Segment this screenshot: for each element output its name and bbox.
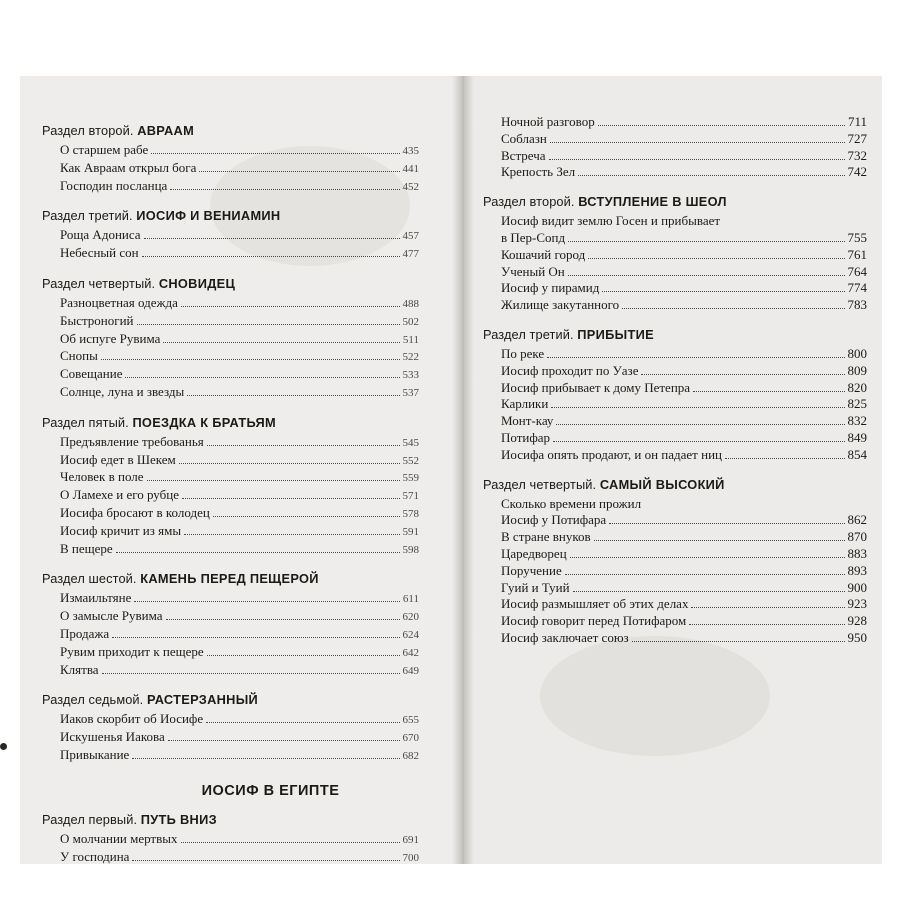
entry-title: Кошачий город: [501, 246, 586, 262]
toc-entry: [42, 831, 419, 849]
page-number: 809: [847, 362, 867, 378]
dot-leader: [551, 407, 844, 408]
page-number: 620: [402, 611, 419, 624]
page-number: 488: [402, 297, 419, 310]
section-title: ПОЕЗДКА К БРАТЬЯМ: [132, 414, 276, 430]
section-label: Раздел второй.: [42, 123, 134, 138]
entry-title: в Пер-Сопд: [501, 229, 566, 245]
entry-title: Роща Адониса: [60, 227, 141, 243]
page-number: 862: [847, 512, 867, 528]
dot-leader: [213, 516, 400, 517]
toc-entry: [483, 114, 867, 131]
toc-entry: [483, 247, 867, 264]
page-number: 883: [847, 545, 867, 561]
page-number: 598: [402, 543, 419, 556]
entry-title: Иосиф говорит перед Потифаром: [501, 613, 687, 629]
page-number: 854: [847, 446, 867, 462]
toc-entry: [483, 230, 867, 247]
page-number: 670: [402, 732, 419, 745]
page-number: 649: [402, 664, 419, 677]
entry-title: Встреча: [501, 147, 546, 163]
dot-leader: [632, 641, 845, 642]
dot-leader: [609, 523, 844, 524]
page-number: 700: [402, 851, 419, 864]
page-number: 928: [847, 613, 867, 629]
dot-leader: [725, 458, 845, 459]
page-number: 511: [402, 333, 419, 346]
toc-entry: [483, 280, 867, 297]
page-number: 611: [402, 593, 419, 606]
toc-entry: [42, 608, 419, 626]
toc-entry: [483, 512, 867, 529]
section-label: Раздел второй.: [483, 194, 575, 210]
page-number: 711: [847, 114, 867, 129]
entry-title: Крепость Зел: [501, 164, 576, 180]
page-number: 900: [847, 579, 867, 595]
page-number: 502: [402, 315, 419, 328]
toc-entry: [42, 523, 419, 541]
dot-leader: [163, 342, 400, 343]
toc-entry: [42, 541, 419, 559]
toc-entry: [483, 213, 867, 230]
section-heading: [483, 194, 867, 209]
entry-title: Иосиф заключает союз: [501, 629, 629, 645]
entry-title: О молчании мертвых: [60, 830, 178, 846]
toc-entry: [483, 546, 867, 563]
dot-leader: [598, 125, 845, 126]
dot-leader: [102, 673, 400, 674]
dot-leader: [565, 574, 845, 575]
section-label: Раздел шестой.: [42, 571, 137, 587]
page-number: 950: [847, 629, 867, 645]
section-title: ПУТЬ ВНИЗ: [140, 811, 217, 827]
entry-title: Совещание: [60, 366, 123, 382]
dot-leader: [132, 860, 399, 861]
page-number: 893: [847, 562, 867, 578]
entry-title: В пещере: [60, 540, 113, 556]
entry-title: Ночной разговор: [501, 114, 595, 129]
dot-leader: [556, 424, 844, 425]
toc-entry: [483, 346, 867, 363]
toc-entry: [42, 160, 419, 178]
toc-entry: [483, 148, 867, 165]
toc-entry: [42, 662, 419, 680]
entry-title: Продажа: [60, 625, 110, 641]
page-number: 783: [847, 297, 867, 313]
toc-entry: [483, 430, 867, 447]
entry-title: Разноцветная одежда: [60, 294, 178, 310]
page-number: 825: [847, 396, 867, 412]
section-title: КАМЕНЬ ПЕРЕД ПЕЩЕРОЙ: [140, 571, 319, 587]
section-label: Раздел седьмой.: [42, 692, 144, 708]
toc-entry: [42, 227, 419, 245]
toc-entry: [42, 644, 419, 662]
section-heading: [42, 276, 419, 291]
toc-entry: [483, 496, 867, 513]
entry-title: Небесный сон: [60, 245, 139, 261]
dot-leader: [573, 591, 845, 592]
dot-leader: [689, 624, 844, 625]
section-label: Раздел первый.: [42, 811, 138, 827]
dot-leader: [184, 534, 399, 535]
section-heading: [42, 812, 419, 827]
book-gutter: [452, 76, 474, 864]
dot-leader: [151, 153, 399, 154]
toc-entry: [483, 363, 867, 380]
entry-title: Иосиф едет в Шекем: [60, 451, 176, 467]
section-label: Раздел третий.: [42, 208, 133, 224]
entry-title: Солнце, луна и звезды: [60, 383, 185, 399]
dot-leader: [187, 395, 399, 396]
entry-title: Иосиф видит землю Госен и прибывает: [501, 213, 721, 229]
section-title: САМЫЙ ВЫСОКИЙ: [599, 476, 725, 492]
page-number: 742: [847, 164, 867, 180]
dot-leader: [570, 557, 845, 558]
page-number: 682: [402, 749, 419, 762]
dot-leader: [101, 359, 400, 360]
dot-leader: [179, 463, 400, 464]
dot-leader: [199, 171, 399, 172]
entry-title: Соблазн: [501, 130, 547, 146]
dot-leader: [144, 238, 400, 239]
page-number: 591: [402, 525, 419, 538]
dot-leader: [553, 441, 844, 442]
dot-leader: [137, 324, 400, 325]
entry-title: О замысле Рувима: [60, 608, 163, 624]
section-title: РАСТЕРЗАННЫЙ: [147, 692, 259, 708]
entry-title: Иосиф у Потифара: [501, 512, 607, 528]
toc-entry: [42, 626, 419, 644]
entry-title: Гуий и Туий: [501, 579, 570, 595]
section-label: Раздел четвертый.: [483, 476, 597, 492]
page-number: 441: [402, 162, 419, 175]
toc-entry: [483, 380, 867, 397]
entry-title: Человек в поле: [60, 469, 144, 485]
entry-title: Сколько времени прожил: [501, 495, 642, 511]
entry-title: Искушенья Иакова: [60, 729, 165, 745]
entry-title: Иосифа опять продают, и он падает ниц: [501, 446, 722, 462]
dot-leader: [132, 758, 399, 759]
entry-title: Предъявление требованья: [60, 433, 204, 449]
toc-entry: [483, 131, 867, 148]
page-number: 552: [402, 454, 419, 467]
section-heading: [42, 123, 419, 138]
entry-title: Иосиф у пирамид: [501, 280, 600, 296]
page-number: 578: [402, 507, 419, 520]
toc-entry: [42, 384, 419, 402]
entry-title: По реке: [501, 345, 545, 361]
dot-leader: [168, 740, 400, 741]
toc-entry: [483, 580, 867, 597]
dot-leader: [182, 498, 400, 499]
toc-entry: [42, 366, 419, 384]
dot-leader: [166, 619, 400, 620]
section-label: Раздел пятый.: [42, 414, 129, 430]
entry-title: Иосиф размышляет об этих делах: [501, 596, 689, 612]
toc-entry: [42, 469, 419, 487]
dot-leader: [578, 175, 844, 176]
entry-title: Поручение: [501, 562, 562, 578]
page-number: 477: [402, 248, 419, 261]
toc-entry: [483, 613, 867, 630]
section-heading: [483, 477, 867, 492]
dot-leader: [207, 445, 400, 446]
entry-title: У господина: [60, 848, 130, 864]
dot-leader: [206, 722, 399, 723]
page-number: 545: [402, 436, 419, 449]
entry-title: О Ламехе и его рубце: [60, 487, 179, 503]
entry-title: Монт-кау: [501, 413, 554, 429]
right-toc-column: [483, 114, 867, 647]
toc-entry: [483, 413, 867, 430]
toc-entry: [483, 164, 867, 181]
section-heading: [42, 692, 419, 707]
dot-leader: [568, 275, 845, 276]
page-number: 832: [847, 413, 867, 429]
entry-title: Измаильтяне: [60, 590, 132, 606]
entry-title: Карлики: [501, 396, 549, 412]
page-number: 727: [847, 130, 867, 146]
page-number: 537: [402, 386, 419, 399]
page-number: 800: [847, 345, 867, 361]
section-title: СНОВИДЕЦ: [158, 275, 236, 291]
dot-leader: [112, 637, 399, 638]
page-number: 457: [402, 230, 419, 243]
toc-entry: [42, 590, 419, 608]
dot-leader: [549, 159, 845, 160]
page-number: 655: [402, 714, 419, 727]
entry-title: Жилище закутанного: [501, 297, 620, 313]
page-number: 533: [402, 369, 419, 382]
dot-leader: [550, 142, 845, 143]
left-toc-column: [42, 110, 419, 866]
dot-leader: [181, 842, 400, 843]
section-title: ПРИБЫТИЕ: [577, 326, 654, 342]
entry-title: Господин посланца: [60, 177, 168, 193]
dot-leader: [691, 607, 844, 608]
entry-title: Об испуге Рувима: [60, 330, 161, 346]
entry-title: Быстроногий: [60, 312, 134, 328]
toc-entry: [483, 529, 867, 546]
ink-spot: [0, 743, 7, 750]
entry-title: Царедворец: [501, 545, 567, 561]
toc-entry: [483, 297, 867, 314]
book-spread: [20, 76, 882, 864]
page-number: 764: [847, 263, 867, 279]
page-number: 452: [402, 180, 419, 193]
toc-entry: [483, 264, 867, 281]
page-number: 435: [402, 145, 419, 157]
page-number: 755: [847, 229, 867, 245]
section-heading: [42, 208, 419, 223]
toc-entry: [42, 295, 419, 313]
page-number: 732: [847, 147, 867, 163]
dot-leader: [568, 241, 844, 242]
toc-entry: [42, 849, 419, 867]
page-number: 642: [402, 646, 419, 659]
section-heading: [483, 327, 867, 342]
entry-title: Иаков скорбит об Иосифе: [60, 711, 204, 727]
toc-entry: [42, 434, 419, 452]
dot-leader: [207, 655, 400, 656]
entry-title: Привыкание: [60, 746, 130, 762]
toc-entry: [42, 487, 419, 505]
toc-entry: [42, 331, 419, 349]
dot-leader: [147, 480, 400, 481]
section-heading: [42, 415, 419, 430]
page-number: 774: [847, 280, 867, 296]
entry-title: Иосиф кричит из ямы: [60, 522, 182, 538]
toc-entry: [42, 452, 419, 470]
entry-title: Иосифа бросают в колодец: [60, 504, 210, 520]
toc-entry: [42, 245, 419, 263]
entry-title: О старшем рабе: [60, 142, 149, 157]
dot-leader: [142, 256, 400, 257]
dot-leader: [622, 308, 844, 309]
page-number: 849: [847, 429, 867, 445]
toc-entry: [42, 711, 419, 729]
page-number: 522: [402, 351, 419, 364]
page-number: 624: [402, 628, 419, 641]
dot-leader: [641, 374, 844, 375]
dot-leader: [588, 258, 844, 259]
dot-leader: [602, 291, 844, 292]
toc-entry: [42, 313, 419, 331]
page-number: 820: [847, 379, 867, 395]
entry-title: Рувим приходит к пещере: [60, 643, 204, 659]
entry-title: Потифар: [501, 429, 551, 445]
dot-leader: [125, 377, 399, 378]
entry-title: Ученый Он: [501, 263, 565, 279]
section-label: Раздел четвертый.: [42, 275, 156, 291]
section-title: ВСТУПЛЕНИЕ В ШЕОЛ: [578, 194, 727, 210]
toc-entry: [42, 142, 419, 160]
toc-entry: [483, 596, 867, 613]
toc-entry: [483, 563, 867, 580]
toc-entry: [42, 505, 419, 523]
page-number: 870: [847, 529, 867, 545]
page-number: 559: [402, 472, 419, 485]
page-number: 571: [402, 490, 419, 503]
entry-title: Снопы: [60, 348, 98, 364]
dot-leader: [134, 601, 400, 602]
section-title: АВРААМ: [137, 123, 195, 138]
entry-title: В стране внуков: [501, 529, 591, 545]
toc-entry: [483, 447, 867, 464]
dot-leader: [181, 306, 400, 307]
section-label: Раздел третий.: [483, 326, 574, 342]
dot-leader: [116, 552, 400, 553]
dot-leader: [594, 540, 845, 541]
bleed-through-smudge: [540, 636, 770, 756]
page-number: 691: [402, 833, 419, 846]
toc-entry: [483, 396, 867, 413]
entry-title: Как Авраам открыл бога: [60, 159, 197, 175]
toc-entry: [42, 348, 419, 366]
part-title: ИОСИФ В ЕГИПТЕ: [201, 782, 340, 799]
toc-entry: [42, 747, 419, 765]
entry-title: Иосиф проходит по Уазе: [501, 362, 639, 378]
toc-entry: [42, 729, 419, 747]
section-title: ИОСИФ И ВЕНИАМИН: [136, 208, 281, 224]
toc-entry: [483, 630, 867, 647]
section-heading: [42, 571, 419, 586]
dot-leader: [547, 357, 844, 358]
entry-title: Клятва: [60, 661, 99, 677]
toc-entry: [42, 178, 419, 196]
entry-title: Иосиф прибывает к дому Петепра: [501, 379, 691, 395]
dot-leader: [693, 391, 844, 392]
dot-leader: [170, 189, 399, 190]
page-number: 761: [847, 246, 867, 262]
page-number: 923: [847, 596, 867, 612]
